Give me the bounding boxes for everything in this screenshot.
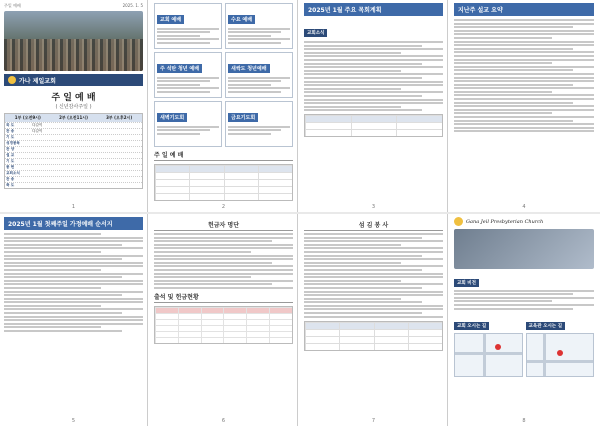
order-row: 기 도	[5, 158, 142, 164]
page-number: 3	[371, 204, 376, 210]
order-row: 묵 도 다같이	[5, 122, 142, 128]
service-box: 주 석탄 청년 예배	[154, 52, 222, 98]
roster-grid	[304, 321, 443, 351]
family-worship-panel	[0, 214, 148, 426]
news-tag: 교회소식	[304, 29, 327, 37]
congregation-photo	[4, 11, 143, 71]
section-title: 주 일 예 배	[154, 150, 293, 161]
map-pin-icon	[495, 344, 501, 350]
offering-title: 헌금자 명단	[154, 220, 293, 231]
service-box: 새싹도 청년예배	[225, 52, 293, 98]
church-logo-icon	[454, 217, 463, 226]
map-pin-icon	[557, 350, 563, 356]
service-roster-panel	[300, 214, 448, 426]
order-row: 교회소식	[5, 170, 142, 176]
vision-tag: 교회 비전	[454, 279, 479, 287]
order-row: 찬 양	[5, 146, 142, 152]
order-row: 찬 송	[5, 176, 142, 182]
sermon-summary-title: 지난주 설교 요약	[454, 3, 594, 16]
order-row: 설 교	[5, 152, 142, 158]
attendance-table	[154, 306, 293, 344]
roster-table	[154, 164, 293, 201]
church-english-name: Gana Jeil Presbyterian Church	[466, 218, 544, 225]
attendance-title: 출석 및 헌금현황	[154, 292, 293, 303]
order-row: 찬 송 다같이	[5, 128, 142, 134]
page-number: 2	[221, 204, 226, 210]
service-box: 수요 예배	[225, 3, 293, 49]
map-left-title: 교회 오시는 길	[454, 322, 489, 330]
church-logo-icon	[8, 76, 16, 84]
service-box-grid	[154, 3, 293, 147]
worship-subtitle: ( 신년감사주일 )	[55, 104, 92, 110]
order-header	[5, 114, 142, 122]
order-header-3: 3부 (오후2시)	[106, 115, 133, 120]
bulletin-front-sheet	[0, 0, 600, 212]
order-row: 성경봉독	[5, 140, 142, 146]
service-box: 새벽기도회	[154, 101, 222, 147]
page-number: 8	[522, 418, 526, 424]
map-right-title: 교육관 오시는 길	[526, 322, 566, 330]
education-hall-map	[526, 333, 595, 377]
bulletin-back-sheet	[0, 214, 600, 426]
church-map	[454, 333, 523, 377]
order-header-2: 2부 (오전11시)	[59, 115, 88, 120]
service-box: 교회 예배	[154, 3, 222, 49]
offering-panel	[150, 214, 298, 426]
back-cover-panel	[450, 214, 598, 426]
family-worship-title: 2025년 1월 첫째주일 가정예배 순서지	[4, 217, 143, 230]
announcement-table	[304, 114, 443, 137]
issue-date: 2025. 1. 5	[122, 3, 143, 8]
page-number: 7	[371, 418, 376, 424]
page-number: 1	[71, 204, 76, 210]
sermon-summary-panel	[450, 0, 598, 212]
order-row: 기 도	[5, 134, 142, 140]
announcements-panel	[300, 0, 448, 212]
service-box: 금요기도회	[225, 101, 293, 147]
services-panel	[150, 0, 298, 212]
church-name: 가나 제일교회	[19, 77, 56, 85]
order-row: 봉 헌	[5, 164, 142, 170]
order-of-service	[4, 113, 143, 189]
page-number: 4	[522, 204, 526, 210]
church-building-photo	[454, 229, 594, 269]
church-logo-band	[4, 74, 143, 86]
order-row: 축 도	[5, 182, 142, 188]
cover-panel	[0, 0, 148, 212]
order-header-1: 1부 (오전9시)	[14, 115, 41, 120]
roster-title: 섬 김 봉 사	[304, 220, 443, 231]
worship-title: 주 일 예 배	[51, 93, 96, 103]
cover-header	[4, 3, 143, 9]
page-number: 5	[71, 418, 76, 424]
announcement-banner: 2025년 1월 주요 목회계획	[304, 3, 443, 16]
page-number: 6	[221, 418, 226, 424]
issue-label: 주일 예배	[4, 3, 21, 8]
